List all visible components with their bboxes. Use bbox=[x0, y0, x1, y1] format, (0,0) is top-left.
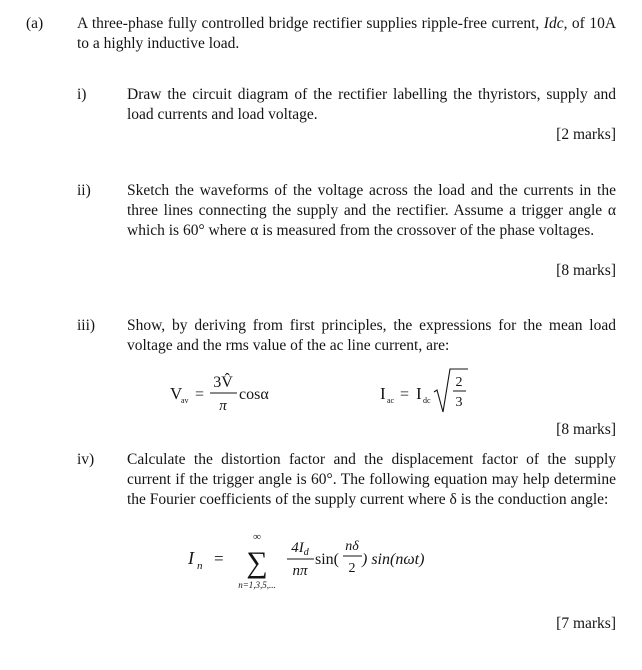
fourier-angle-numerator: nδ bbox=[345, 539, 359, 554]
iac-equals: = bbox=[400, 386, 410, 403]
iac-lhs: I bbox=[380, 384, 386, 403]
part-iii-marks: [8 marks] bbox=[556, 421, 616, 438]
intro-variable-idc: Idc bbox=[543, 15, 564, 32]
question-intro bbox=[77, 14, 616, 54]
fourier-sum-lower: n=1,3,5,... bbox=[238, 580, 276, 590]
fourier-equation bbox=[188, 530, 458, 594]
iac-root-numerator: 2 bbox=[455, 375, 463, 390]
fourier-coef-denominator: nπ bbox=[292, 563, 308, 579]
rms-current-equation bbox=[380, 366, 490, 420]
fourier-lhs-sub: n bbox=[197, 560, 203, 572]
part-ii-text: Sketch the waveforms of the voltage across the load and the currents in the three lines connecting the supply and the rectifier. Assume a trigger angle α which is 60° where α is measured from the crossover of the phase voltages. bbox=[127, 182, 616, 239]
vav-cos-alpha: cosα bbox=[239, 386, 269, 403]
vav-denominator: π bbox=[219, 398, 227, 414]
iac-lhs-sub: ac bbox=[387, 396, 395, 405]
iac-rhs-sub: dc bbox=[423, 396, 431, 405]
fourier-sin-tail: ) sin(nωt) bbox=[362, 551, 425, 568]
part-iv-text: Calculate the distortion factor and the displacement factor of the supply current if the trigger angle is 60°. The following equation may help determine the Fourier coefficients of the supply current where δ is the conduction angle: bbox=[127, 451, 616, 508]
part-i-number: i) bbox=[77, 86, 87, 103]
part-ii-number: ii) bbox=[77, 182, 91, 199]
vav-numerator: 3V̂ bbox=[213, 374, 233, 391]
fourier-lhs: I bbox=[188, 548, 194, 568]
iac-root-denominator: 3 bbox=[455, 395, 463, 410]
part-iv-marks: [7 marks] bbox=[556, 615, 616, 632]
summation-icon: ∑ bbox=[246, 546, 268, 579]
fourier-equals: = bbox=[214, 549, 224, 568]
part-iv-number: iv) bbox=[77, 451, 95, 468]
part-iii-text: Show, by deriving from first principles, the expressions for the mean load voltage and the rms value of the ac line current, are: bbox=[127, 317, 616, 354]
fourier-sum-upper: ∞ bbox=[253, 531, 261, 543]
fourier-angle-denominator: 2 bbox=[348, 561, 356, 576]
vav-lhs-sub: av bbox=[181, 396, 189, 405]
coef-num-main: 4I bbox=[291, 540, 304, 556]
fourier-sin-open: sin( bbox=[315, 551, 339, 568]
intro-text-pre: A three-phase fully controlled bridge rectifier supplies ripple-free current, bbox=[77, 15, 540, 32]
intro-text-post: , of 10A to a highly inductive load. bbox=[77, 15, 617, 52]
vav-lhs: V bbox=[170, 384, 183, 403]
question-label: (a) bbox=[26, 15, 44, 32]
iac-rhs: I bbox=[416, 384, 422, 403]
mean-voltage-equation bbox=[170, 362, 330, 420]
fourier-coef-numerator bbox=[291, 540, 310, 558]
vav-equals: = bbox=[195, 386, 205, 403]
part-iii-number: iii) bbox=[77, 317, 96, 334]
part-i-text: Draw the circuit diagram of the rectifier labelling the thyristors, supply and load currents and load voltage. bbox=[127, 86, 616, 123]
part-ii-marks: [8 marks] bbox=[556, 262, 616, 279]
coef-num-sub: d bbox=[303, 547, 309, 558]
part-i-marks: [2 marks] bbox=[556, 126, 616, 143]
